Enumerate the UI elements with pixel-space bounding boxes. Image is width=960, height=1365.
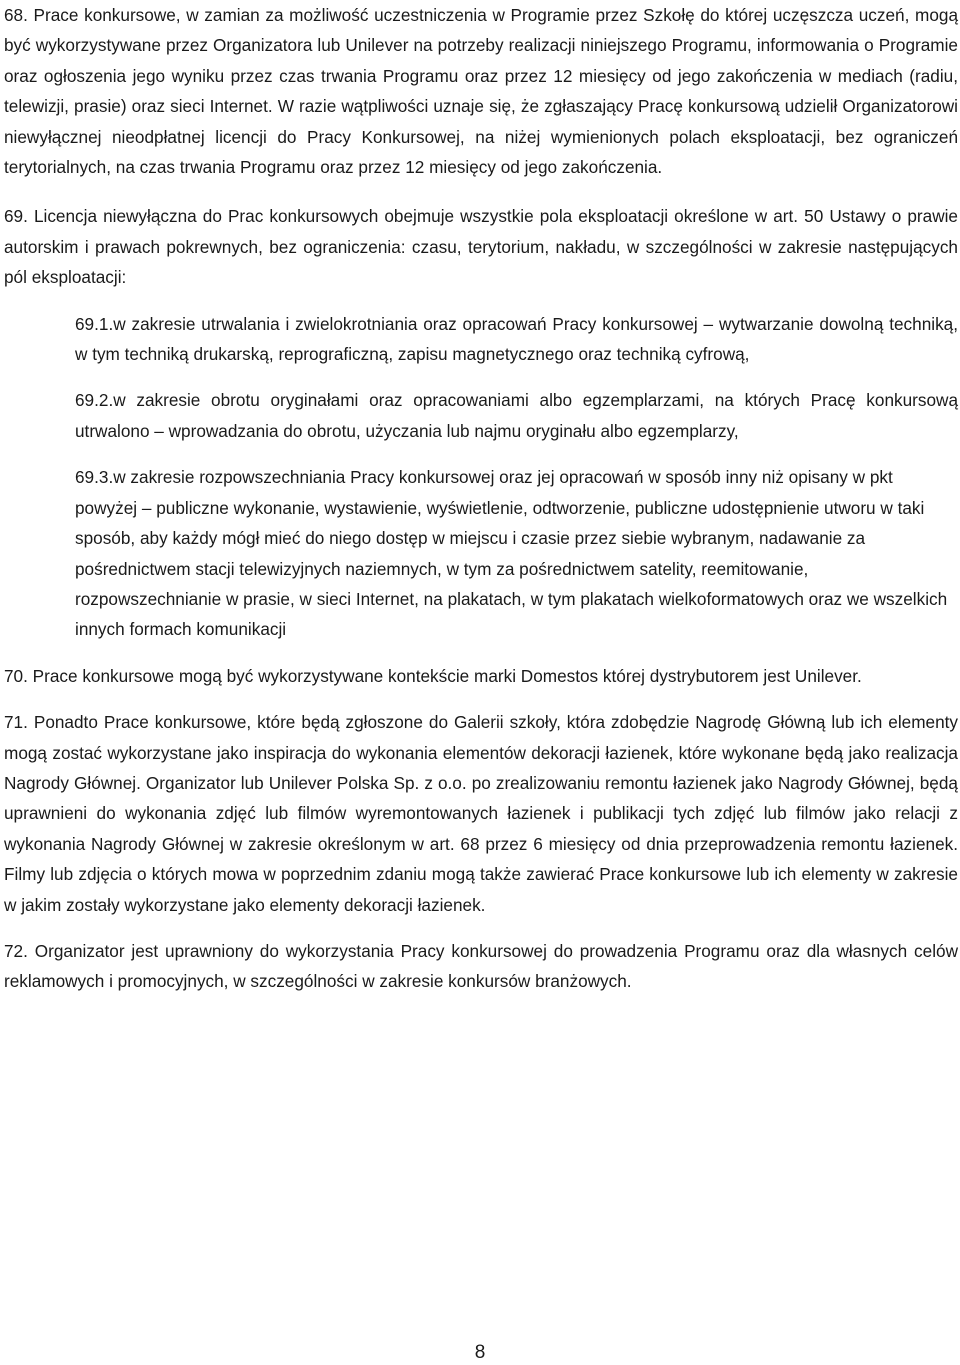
paragraph-72: 72. Organizator jest uprawniony do wykorzystania Pracy konkursowej do prowadzenia Programu oraz dla własnych celów reklamowych i promocyjnych, w szczególności w zakresie konkursów branżowych. [4,940,958,992]
subparagraph-69-3: 69.3.w zakresie rozpowszechniania Pracy konkursowej oraz jej opracowań w sposób inny niż opisany w pkt powyżej – publiczne wykonanie, wystawienie, wyświetlenie, odtworzenie, publiczne udostępnienie utworu w taki sposób, aby każdy mógł mieć do niego dostęp w miejscu i czasie przez siebie wybranym, nadawanie za pośrednictwem stacji telewizyjnych naziemnych, w tym za pośrednictwem satelity, reemitowanie, rozpowszechnianie w prasie, w sieci Internet, na plakatach, w tym plakatach wielkoformatowych oraz we wszelkich innych formach komunikacji [75,467,948,640]
subparagraph-69-2: 69.2.w zakresie obrotu oryginałami oraz opracowaniami albo egzemplarzami, na których Pracę konkursową utrwalono – wprowadzania do obrotu, użyczania lub najmu oryginału albo egzemplarzy, [75,390,958,441]
document-page [4,0,958,997]
page-number: 8 [474,1342,486,1363]
paragraph-70: 70. Prace konkursowe mogą być wykorzystywane kontekście marki Domestos której dystrybutorem jest Unilever. [4,665,862,686]
paragraph-71: 71. Ponadto Prace konkursowe, które będą zgłoszone do Galerii szkoły, która zdobędzie Nagrodę Główną lub ich elementy mogą zostać wykorzystane jako inspiracja do wykonania elementów dekoracji łazienek, które wykonane będą jako realizacja Nagrody Głównej. Organizator lub Unilever Polska Sp. z o.o. po zrealizowaniu remontu łazienek jako Nagrody Głównej, będą uprawnieni do wykonania zdjęć lub filmów wyremontowanych łazienek i publikacji tych zdjęć lub filmów jako relacji z wykonania Nagrody Głównej w zakresie określonym w art. 68 przez 6 miesięcy od dnia przeprowadzenia remontu łazienek. Filmy lub zdjęcia o których mowa w poprzednim zdaniu mogą także zawierać Prace konkursowe lub ich elementy w zakresie w jakim zostały wykorzystane jako elementy dekoracji łazienek. [4,712,958,915]
subparagraph-69-1: 69.1.w zakresie utrwalania i zwielokrotniania oraz opracowań Pracy konkursowej – wytwarzanie dowolną techniką, w tym techniką drukarską, reprograficzną, zapisu magnetycznego oraz techniką cyfrową, [75,313,958,365]
paragraph-69: 69. Licencja niewyłączna do Prac konkursowych obejmuje wszystkie pola eksploatacji określone w art. 50 Ustawy o prawie autorskim i prawach pokrewnych, bez ograniczenia: czasu, terytorium, nakładu, w szczególności w zakresie następujących pól eksploatacji: [4,206,958,288]
paragraph-68: 68. Prace konkursowe, w zamian za możliwość uczestniczenia w Programie przez Szkołę do której uczęszcza uczeń, mogą być wykorzystywane przez Organizatora lub Unilever na potrzeby realizacji niniejszego Programu, informowania o Programie oraz ogłoszenia jego wyniku przez czas trwania Programu oraz przez 12 miesięcy od jego zakończenia w mediach (radiu, telewizji, prasie) oraz sieci Internet. W razie wątpliwości uznaje się, że zgłaszający Pracę konkursową udzielił Organizatorowi niewyłącznej nieodpłatnej licencji do Pracy Konkursowej, na niżej wymienionych polach eksploatacji, bez ograniczeń terytorialnych, na czas trwania Programu oraz przez 12 miesięcy od jego zakończenia. [4,5,958,178]
